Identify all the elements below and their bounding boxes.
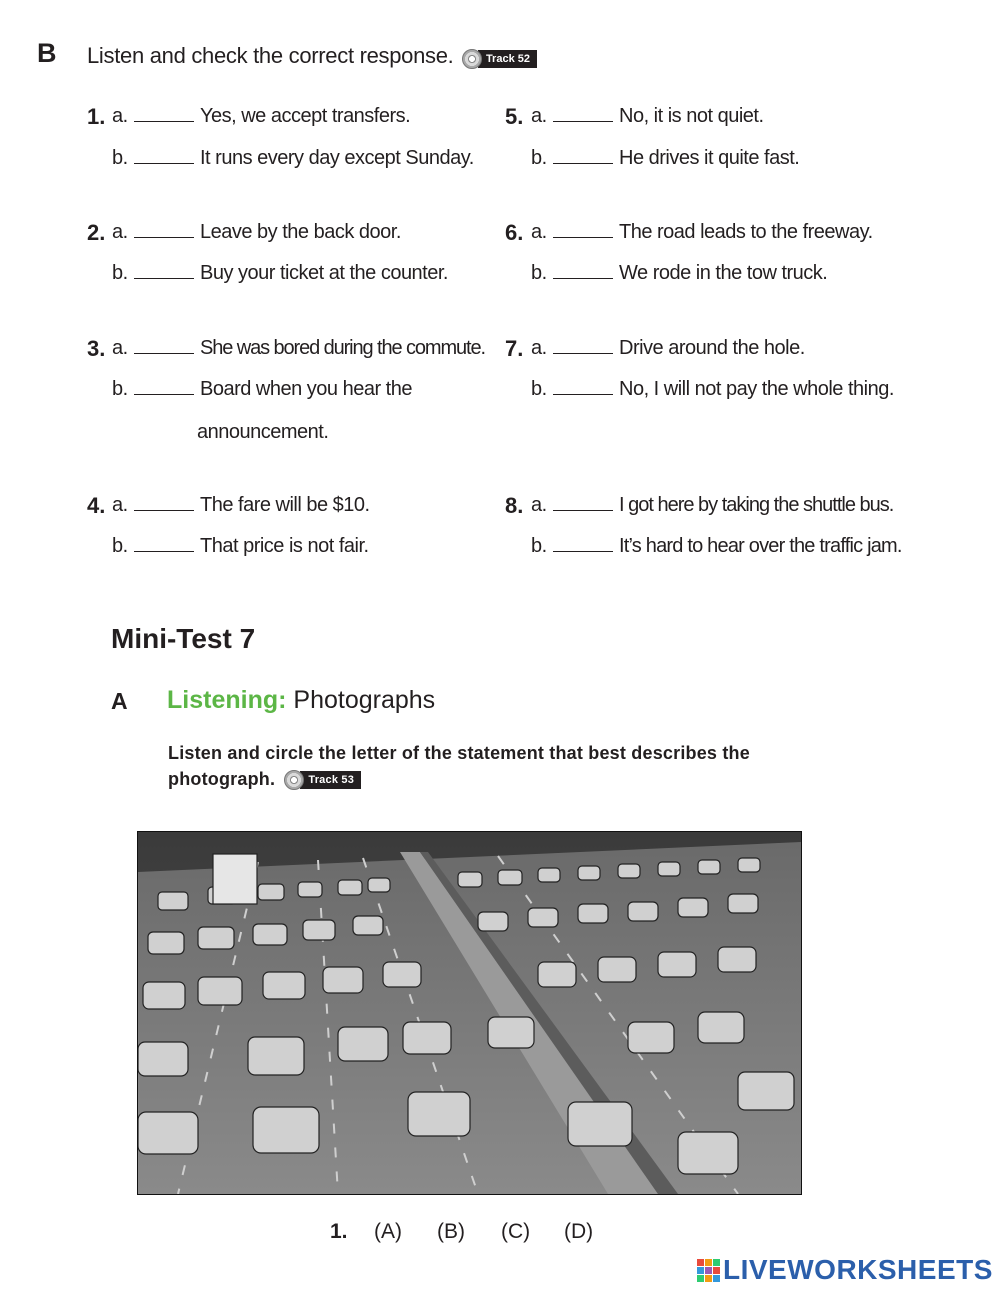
answer-blank[interactable]: [134, 496, 194, 511]
option-letter: a.: [112, 337, 128, 359]
question-number: 7.: [505, 336, 524, 361]
option-letter: b.: [531, 535, 547, 557]
answer-blank[interactable]: [553, 264, 613, 279]
option-text: Yes, we accept transfers.: [200, 105, 411, 127]
photographs-label: Photographs: [293, 686, 436, 714]
question-3-option-a: [112, 337, 485, 360]
question-2-option-a: [112, 221, 401, 244]
question-number: 6.: [505, 220, 524, 245]
option-text: He drives it quite fast.: [619, 147, 800, 169]
track-53-button[interactable]: [284, 770, 361, 790]
instruction-line-1: Listen and circle the letter of the statement that best describes the: [168, 743, 750, 763]
traffic-photograph: [137, 831, 802, 1195]
question-number: 5.: [505, 104, 524, 129]
question-8-option-a: [531, 494, 893, 517]
option-letter: b.: [112, 535, 128, 557]
choice-b[interactable]: (B): [437, 1220, 465, 1243]
option-letter: a.: [531, 494, 547, 516]
track-52-button[interactable]: [462, 49, 537, 69]
option-letter: a.: [531, 337, 547, 359]
instruction-line-2-row: [168, 766, 750, 792]
question-2-option-b: [112, 262, 448, 285]
question-8-option-b: [531, 535, 902, 558]
answer-blank[interactable]: [553, 107, 613, 122]
answer-number: 1.: [330, 1220, 348, 1243]
question-5-option-a: [531, 105, 764, 128]
answer-blank[interactable]: [553, 537, 613, 552]
option-text: It runs every day except Sunday.: [200, 147, 474, 169]
answer-blank[interactable]: [134, 339, 194, 354]
option-letter: a.: [112, 494, 128, 516]
question-4-option-b: [112, 535, 369, 558]
option-letter: a.: [112, 221, 128, 243]
option-text: I got here by taking the shuttle bus.: [619, 494, 894, 516]
option-letter: b.: [112, 147, 128, 169]
question-6-option-b: [531, 262, 827, 285]
option-text: No, it is not quiet.: [619, 105, 764, 127]
part-letter: A: [111, 688, 128, 714]
option-text: It’s hard to hear over the traffic jam.: [619, 535, 902, 557]
liveworksheets-logo: [697, 1254, 993, 1286]
question-6: [505, 220, 523, 246]
question-7: [505, 336, 523, 362]
option-text: Board when you hear the: [200, 378, 412, 400]
option-text: We rode in the tow truck.: [619, 262, 828, 284]
question-4-option-a: [112, 494, 370, 517]
option-text: The road leads to the freeway.: [619, 221, 873, 243]
question-3-option-b-continued: announcement.: [197, 421, 329, 443]
option-text: The fare will be $10.: [200, 494, 370, 516]
section-letter: B: [37, 38, 57, 68]
option-letter: b.: [531, 378, 547, 400]
question-number: 8.: [505, 493, 524, 518]
listening-label: Listening:: [167, 686, 287, 714]
answer-blank[interactable]: [134, 537, 194, 552]
cd-icon: [462, 49, 482, 69]
question-number: 4.: [87, 493, 106, 518]
question-7-option-b: [531, 378, 894, 401]
listening-heading: [167, 686, 435, 715]
answer-blank[interactable]: [134, 223, 194, 238]
question-7-option-a: [531, 337, 805, 360]
option-letter: b.: [531, 262, 547, 284]
logo-text: LIVEWORKSHEETS: [723, 1254, 993, 1285]
option-text: No, I will not pay the whole thing.: [619, 378, 894, 400]
question-number: 1.: [87, 104, 106, 129]
track-label: Track 52: [478, 50, 537, 68]
question-1-option-a: [112, 105, 410, 128]
option-letter: a.: [112, 105, 128, 127]
option-letter: b.: [112, 262, 128, 284]
answer-blank[interactable]: [553, 339, 613, 354]
section-b-instruction: Listen and check the correct response.: [87, 43, 454, 68]
answer-blank[interactable]: [134, 107, 194, 122]
answer-blank[interactable]: [553, 496, 613, 511]
option-letter: a.: [531, 221, 547, 243]
instruction-line-2: photograph.: [168, 769, 276, 789]
answer-blank[interactable]: [553, 149, 613, 164]
option-text: Buy your ticket at the counter.: [200, 262, 448, 284]
option-text: Drive around the hole.: [619, 337, 805, 359]
question-5-option-b: [531, 147, 799, 170]
question-5: [505, 104, 523, 130]
answer-row: [330, 1220, 593, 1244]
option-letter: b.: [112, 378, 128, 400]
option-letter: a.: [531, 105, 547, 127]
option-letter: b.: [531, 147, 547, 169]
track-label: Track 53: [300, 771, 361, 789]
question-6-option-a: [531, 221, 873, 244]
choice-d[interactable]: (D): [564, 1220, 594, 1243]
mini-test-title: Mini-Test 7: [111, 623, 256, 654]
question-2: [87, 220, 105, 246]
choice-c[interactable]: (C): [501, 1220, 531, 1243]
answer-blank[interactable]: [134, 149, 194, 164]
logo-grid-icon: [697, 1259, 720, 1282]
question-number: 2.: [87, 220, 106, 245]
question-3-option-b: [112, 378, 412, 401]
answer-blank[interactable]: [553, 223, 613, 238]
option-text: She was bored during the commute.: [200, 337, 485, 359]
question-8: [505, 493, 523, 519]
question-4: [87, 493, 105, 519]
question-1: [87, 104, 105, 130]
traffic-photo-illustration: [138, 832, 801, 1194]
question-3: [87, 336, 105, 362]
mini-test-instruction: [168, 740, 750, 792]
question-1-option-b: [112, 147, 474, 170]
choice-a[interactable]: (A): [374, 1220, 402, 1243]
option-text: That price is not fair.: [200, 535, 369, 557]
option-text: Leave by the back door.: [200, 221, 401, 243]
section-b-instruction-row: [87, 43, 537, 69]
question-number: 3.: [87, 336, 106, 361]
answer-blank[interactable]: [134, 264, 194, 279]
answer-blank[interactable]: [553, 380, 613, 395]
answer-blank[interactable]: [134, 380, 194, 395]
